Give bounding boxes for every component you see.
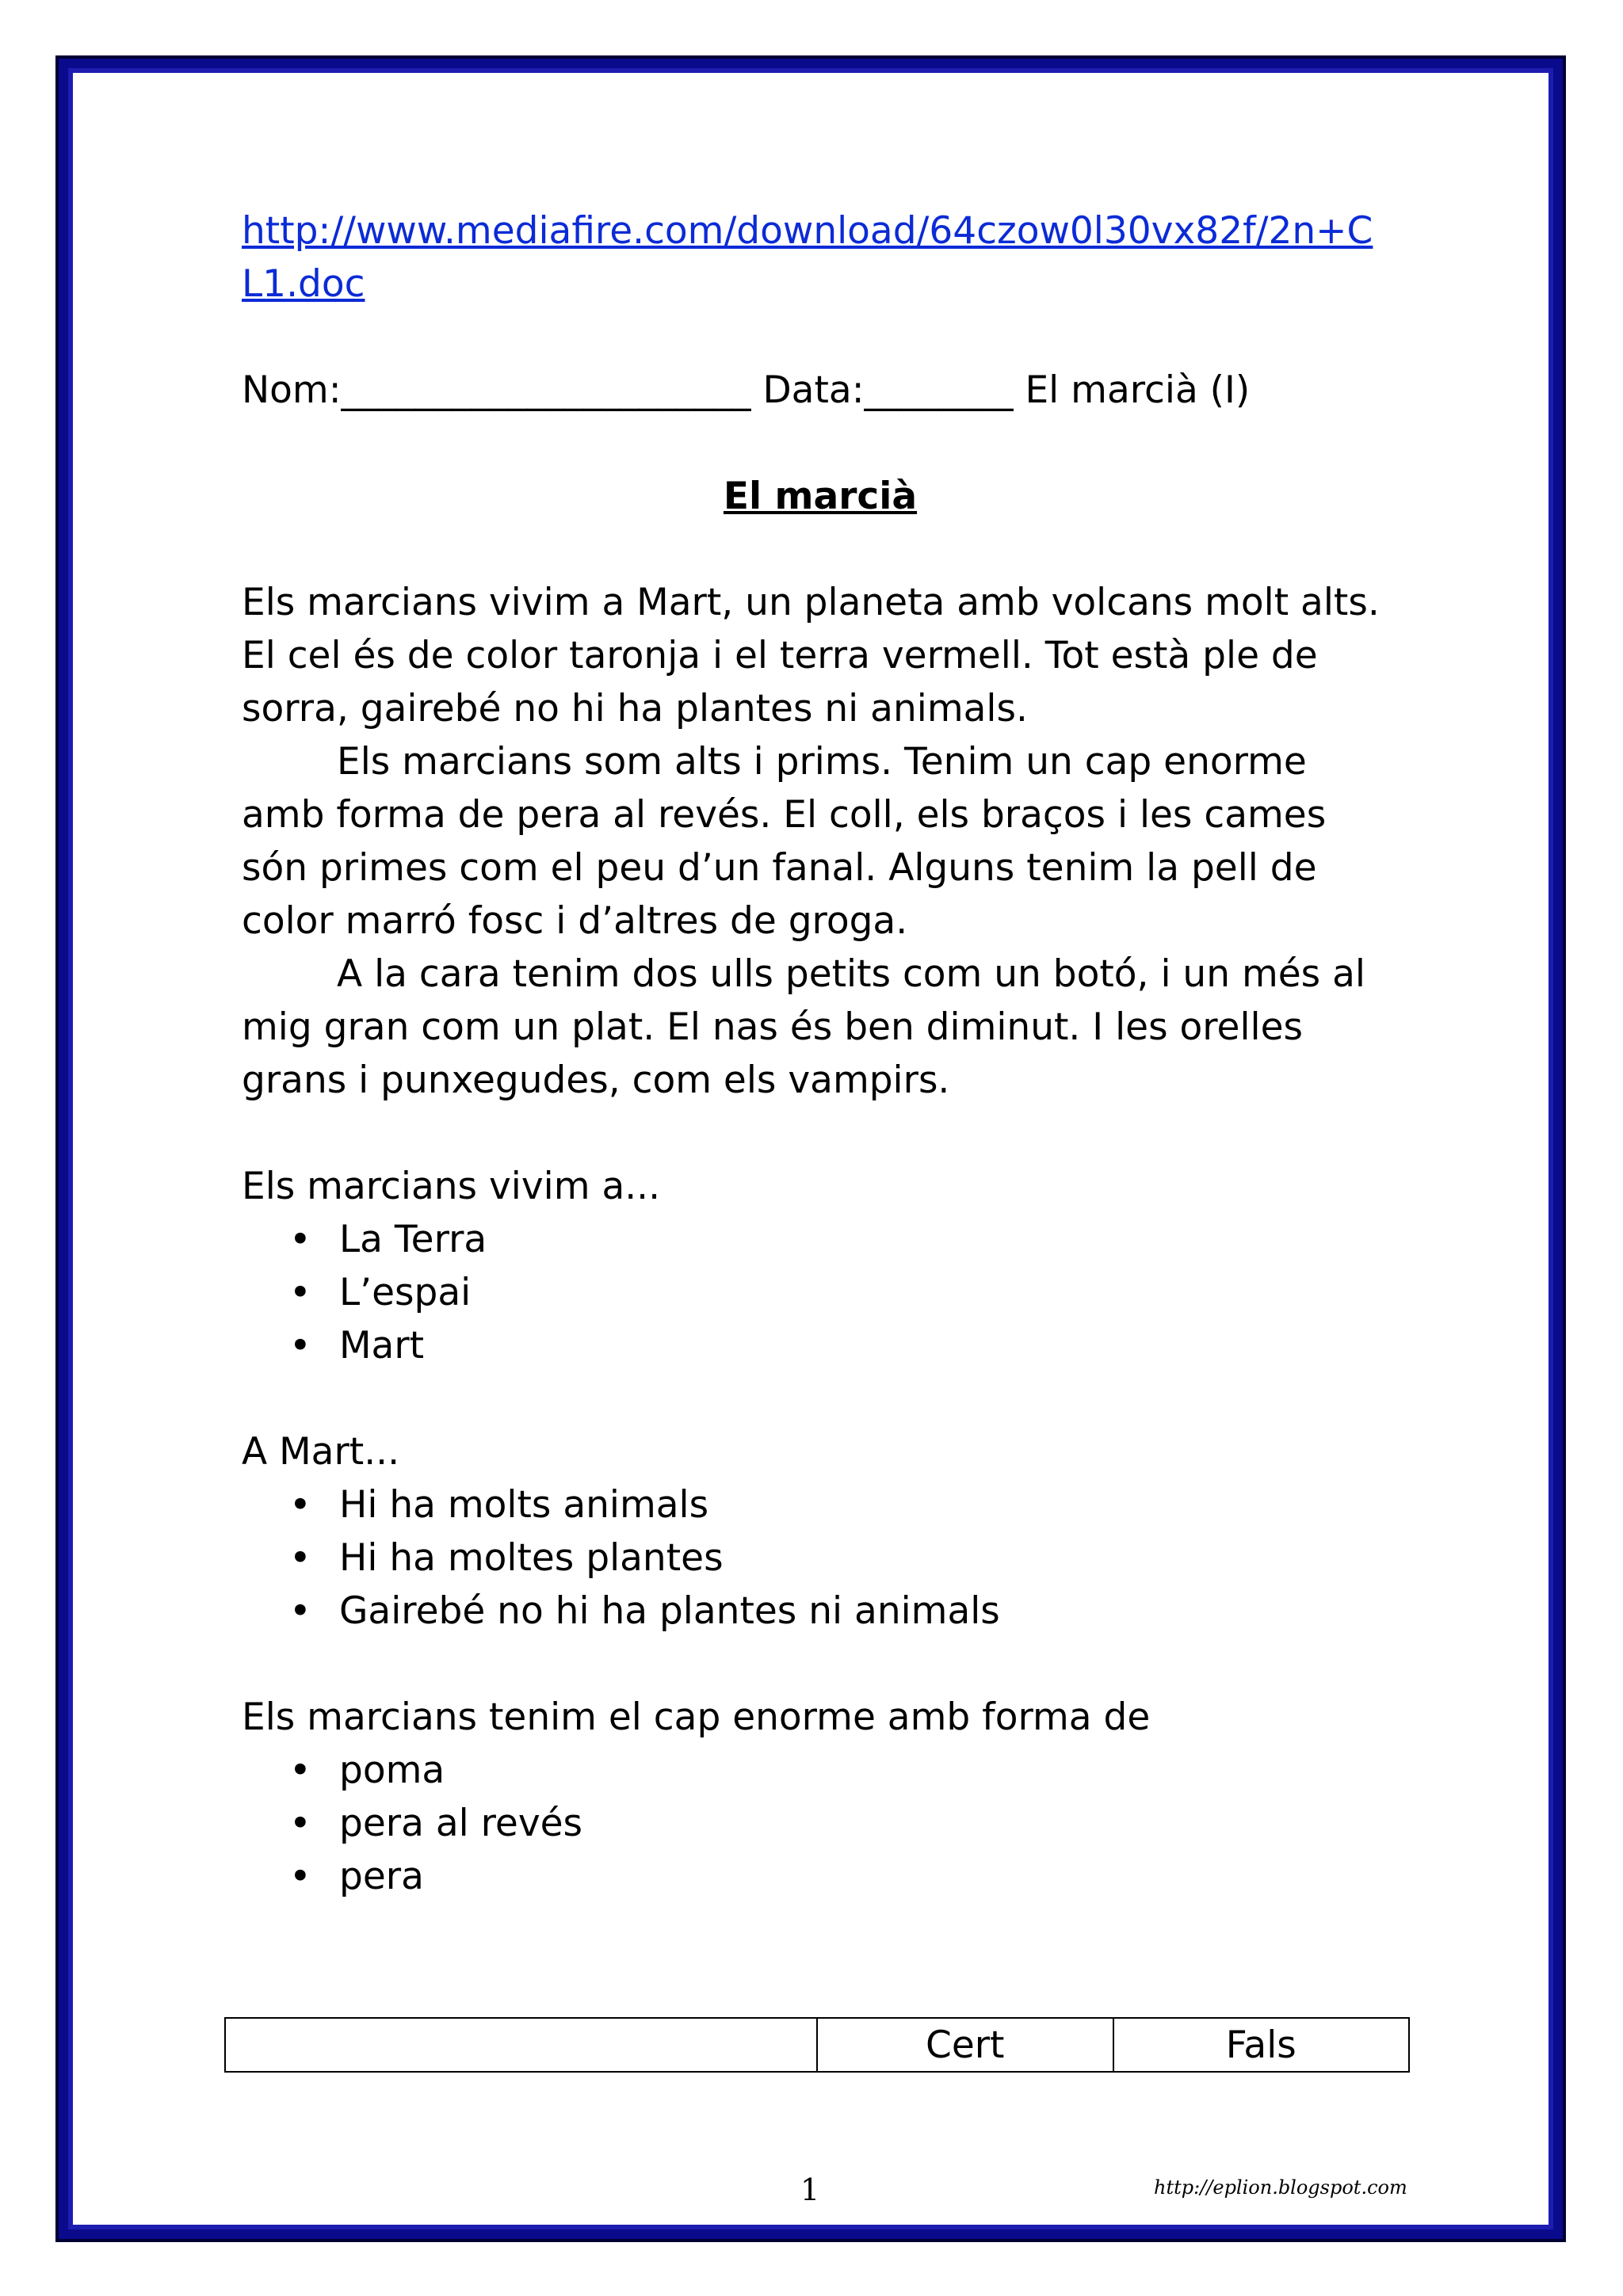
list-item: • poma: [242, 1744, 1399, 1797]
question-1-prompt: Els marcians vivim a...: [242, 1165, 661, 1208]
page-number: 1: [800, 2172, 820, 2207]
list-item: • Hi ha moltes plantes: [242, 1531, 1399, 1585]
document-body: [242, 204, 1399, 1903]
fals-header-cell: Fals: [1113, 2018, 1410, 2072]
question-1-options: [242, 1213, 1399, 1372]
table-row: [225, 2018, 1409, 2072]
name-date-line: Nom:______________________ Data:________ El marcià (I): [242, 368, 1251, 412]
question-2-options: [242, 1478, 1399, 1638]
download-link[interactable]: http://www.mediafire.com/download/64czow0l30vx82f/2n+CL1.doc: [242, 209, 1373, 306]
paragraph-2: Els marcians som alts i prims. Tenim un cap enorme amb forma de pera al revés. El coll, els braços i les cames són primes com el peu d’un fanal. Alguns tenim la pell de color marró fosc i d’altres de groga.: [242, 740, 1327, 943]
paragraph-1: Els marcians vivim a Mart, un planeta amb volcans molt alts. El cel és de color taronja i el terra vermell. Tot està ple de sorra, gairebé no hi ha plantes ni animals.: [242, 581, 1380, 730]
list-item: • pera: [242, 1850, 1399, 1903]
footer-url: http://eplion.blogspot.com: [1154, 2176, 1407, 2199]
list-item: • Hi ha molts animals: [242, 1478, 1399, 1531]
page-title: El marcià: [723, 475, 918, 518]
list-item: • L’espai: [242, 1266, 1399, 1319]
question-3-prompt: Els marcians tenim el cap enorme amb forma de: [242, 1695, 1151, 1739]
question-2-prompt: A Mart...: [242, 1430, 400, 1474]
statement-header-cell: [225, 2018, 817, 2072]
cert-header-cell: Cert: [817, 2018, 1113, 2072]
list-item: • Gairebé no hi ha plantes ni animals: [242, 1585, 1399, 1638]
true-false-table: [224, 2017, 1410, 2073]
list-item: • Mart: [242, 1319, 1399, 1372]
list-item: • La Terra: [242, 1213, 1399, 1266]
paragraph-3: A la cara tenim dos ulls petits com un botó, i un més al mig gran com un plat. El nas és ben diminut. I les orelles grans i punxegudes, com els vampirs.: [242, 952, 1365, 1102]
question-3-options: [242, 1744, 1399, 1903]
list-item: • pera al revés: [242, 1797, 1399, 1850]
